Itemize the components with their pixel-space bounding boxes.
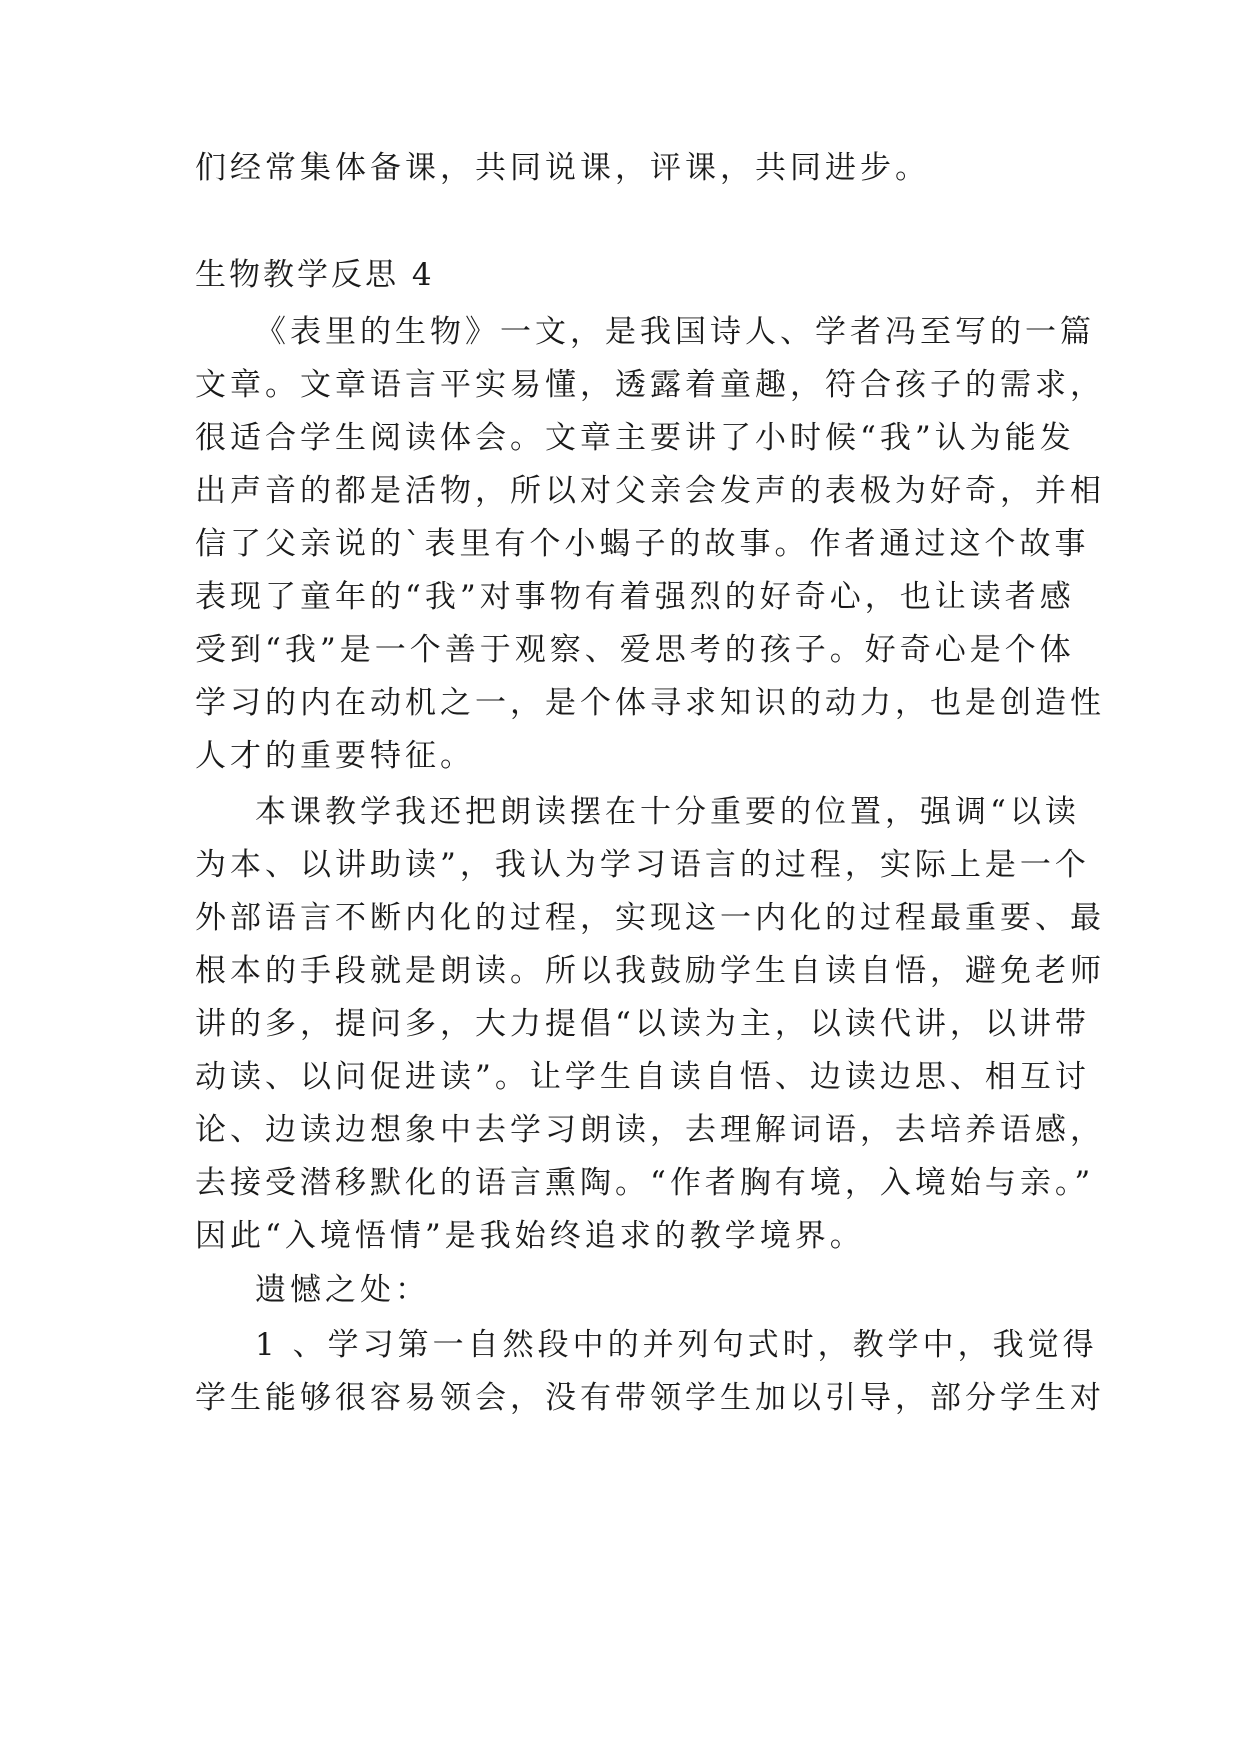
- paragraph-3-line: 学生能够很容易领会，没有带领学生加以引导，部分学生对: [195, 1380, 1105, 1416]
- paragraph-2-line: 本课教学我还把朗读摆在十分重要的位置，强调“以读: [255, 794, 1080, 830]
- paragraph-2-line: 动读、以问促进读”。让学生自读自悟、边读边思、相互讨: [195, 1059, 1090, 1095]
- paragraph-2-line: 根本的手段就是朗读。所以我鼓励学生自读自悟，避免老师: [195, 953, 1105, 989]
- paragraph-1-line: 学习的内在动机之一，是个体寻求知识的动力，也是创造性: [195, 685, 1105, 721]
- section-title: 生物教学反思 4: [195, 257, 435, 293]
- paragraph-1-line: 《表里的生物》一文，是我国诗人、学者冯至写的一篇: [255, 314, 1095, 350]
- paragraph-1-line: 受到“我”是一个善于观察、爱思考的孩子。好奇心是个体: [195, 632, 1075, 668]
- paragraph-2-line: 论、边读边想象中去学习朗读，去理解词语，去培养语感，: [195, 1112, 1105, 1148]
- paragraph-1-line: 很适合学生阅读体会。文章主要讲了小时候“我”认为能发: [195, 420, 1075, 456]
- paragraph-1-line: 文章。文章语言平实易懂，透露着童趣，符合孩子的需求，: [195, 367, 1105, 403]
- paragraph-2-line: 为本、以讲助读”，我认为学习语言的过程，实际上是一个: [195, 847, 1090, 883]
- continuation-line: 们经常集体备课，共同说课，评课，共同进步。: [195, 150, 930, 186]
- paragraph-1-line: 表现了童年的“我”对事物有着强烈的好奇心，也让读者感: [195, 579, 1075, 615]
- paragraph-1-line: 出声音的都是活物，所以对父亲会发声的表极为好奇，并相: [195, 473, 1105, 509]
- paragraph-1-line: 人才的重要特征。: [195, 738, 475, 774]
- paragraph-2-line: 外部语言不断内化的过程，实现这一内化的过程最重要、最: [195, 900, 1105, 936]
- paragraph-2-line: 讲的多，提问多，大力提倡“以读为主，以读代讲，以讲带: [195, 1006, 1090, 1042]
- paragraph-3-line: 1 、学习第一自然段中的并列句式时，教学中，我觉得: [255, 1327, 1098, 1363]
- paragraph-1-line: 信了父亲说的`表里有个小蝎子的故事。作者通过这个故事: [195, 526, 1090, 562]
- paragraph-2-line: 因此“入境悟情”是我始终追求的教学境界。: [195, 1218, 865, 1254]
- regret-heading: 遗憾之处：: [255, 1272, 430, 1308]
- paragraph-2-line: 去接受潜移默化的语言熏陶。“作者胸有境，入境始与亲。”: [195, 1165, 1095, 1201]
